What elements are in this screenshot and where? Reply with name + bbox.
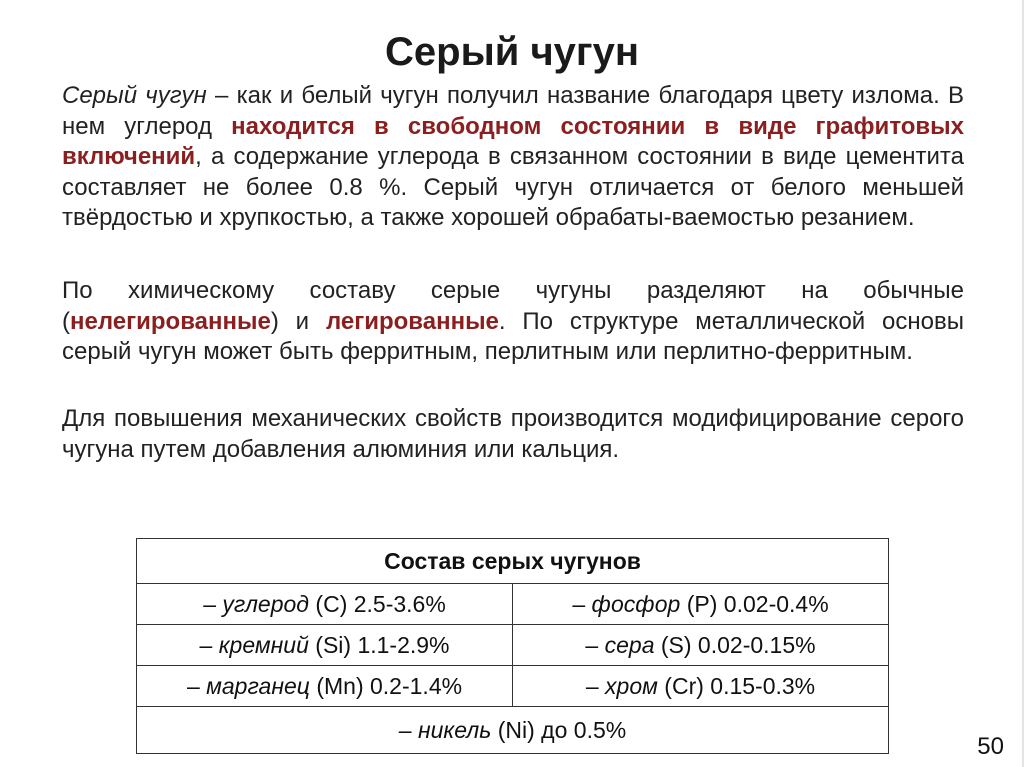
paragraph-gray-iron-definition <box>62 81 964 234</box>
paragraph-modification <box>62 404 964 465</box>
element-value: (C) 2.5-3.6% <box>309 590 446 617</box>
paragraph3-text: Для повышения механических свойств производится модифицирование серого чугуна путем добавления алюминия или кальция. <box>62 405 964 463</box>
element-name: кремний <box>218 631 309 658</box>
dash: – <box>585 631 605 658</box>
slide-title: Серый чугун <box>385 30 639 74</box>
element-value: (Si) 1.1-2.9% <box>308 631 450 658</box>
term-gray-iron: Серый чугун <box>62 82 207 109</box>
table-cell-chromium <box>513 666 889 707</box>
paragraph1-text-b: , а содержание углерода в связанном состоянии в виде цементита составляет не более 0.8 %. Серый чугун отличается от белого меньшей твёрдостью и хрупкостью, а также хорошей обрабаты-ваемостью резанием. <box>62 143 964 231</box>
element-name: марганец <box>206 672 310 699</box>
element-value: (Cr) 0.15-0.3% <box>657 672 816 699</box>
table-row <box>137 666 889 707</box>
element-name: фосфор <box>591 590 681 617</box>
table-cell-manganese <box>137 666 513 707</box>
dash: – <box>572 590 592 617</box>
paragraph-chemical-composition <box>62 276 964 368</box>
element-value: (S) 0.02-0.15% <box>654 631 816 658</box>
paragraph1-text-a: – как и белый чугун получил название благодаря цвету излома. В нем углерод <box>62 82 964 140</box>
element-value: (P) 0.02-0.4% <box>680 590 829 617</box>
paragraph2-text-a: По химическому составу серые чугуны разделяют на обычные ( <box>62 277 964 335</box>
table-cell-silicon <box>137 625 513 666</box>
page-number: 50 <box>977 733 1004 760</box>
table-header-row <box>137 539 889 584</box>
highlight-free-graphite: находится в свободном состоянии в виде графитовых включений <box>62 112 965 170</box>
dash: – <box>203 590 223 617</box>
paragraph2-text-c: . По структуре металлической основы серый чугун может быть ферритным, перлитным или перлитно-ферритным. <box>62 307 965 365</box>
dash: – <box>398 716 418 743</box>
table-cell-carbon <box>137 584 513 625</box>
element-value: (Ni) до 0.5% <box>491 716 627 743</box>
table-row <box>137 584 889 625</box>
table-row <box>137 625 889 666</box>
dash: – <box>585 672 606 699</box>
element-name: хром <box>605 672 658 699</box>
table-cell-nickel <box>137 707 889 754</box>
table-row <box>137 707 889 754</box>
table-cell-phosphorus <box>513 584 889 625</box>
element-name: углерод <box>222 590 310 617</box>
element-name: никель <box>417 716 492 743</box>
table-cell-sulfur <box>513 625 889 666</box>
highlight-unalloyed: нелегированные <box>70 307 271 335</box>
element-name: сера <box>604 631 655 658</box>
dash: – <box>186 672 207 699</box>
composition-table <box>136 538 889 754</box>
element-value: (Mn) 0.2-1.4% <box>309 672 463 699</box>
table-header: Состав серых чугунов <box>137 539 889 584</box>
dash: – <box>199 631 219 658</box>
paragraph2-text-b: ) и <box>270 307 326 335</box>
highlight-alloyed: легированные <box>325 307 499 335</box>
